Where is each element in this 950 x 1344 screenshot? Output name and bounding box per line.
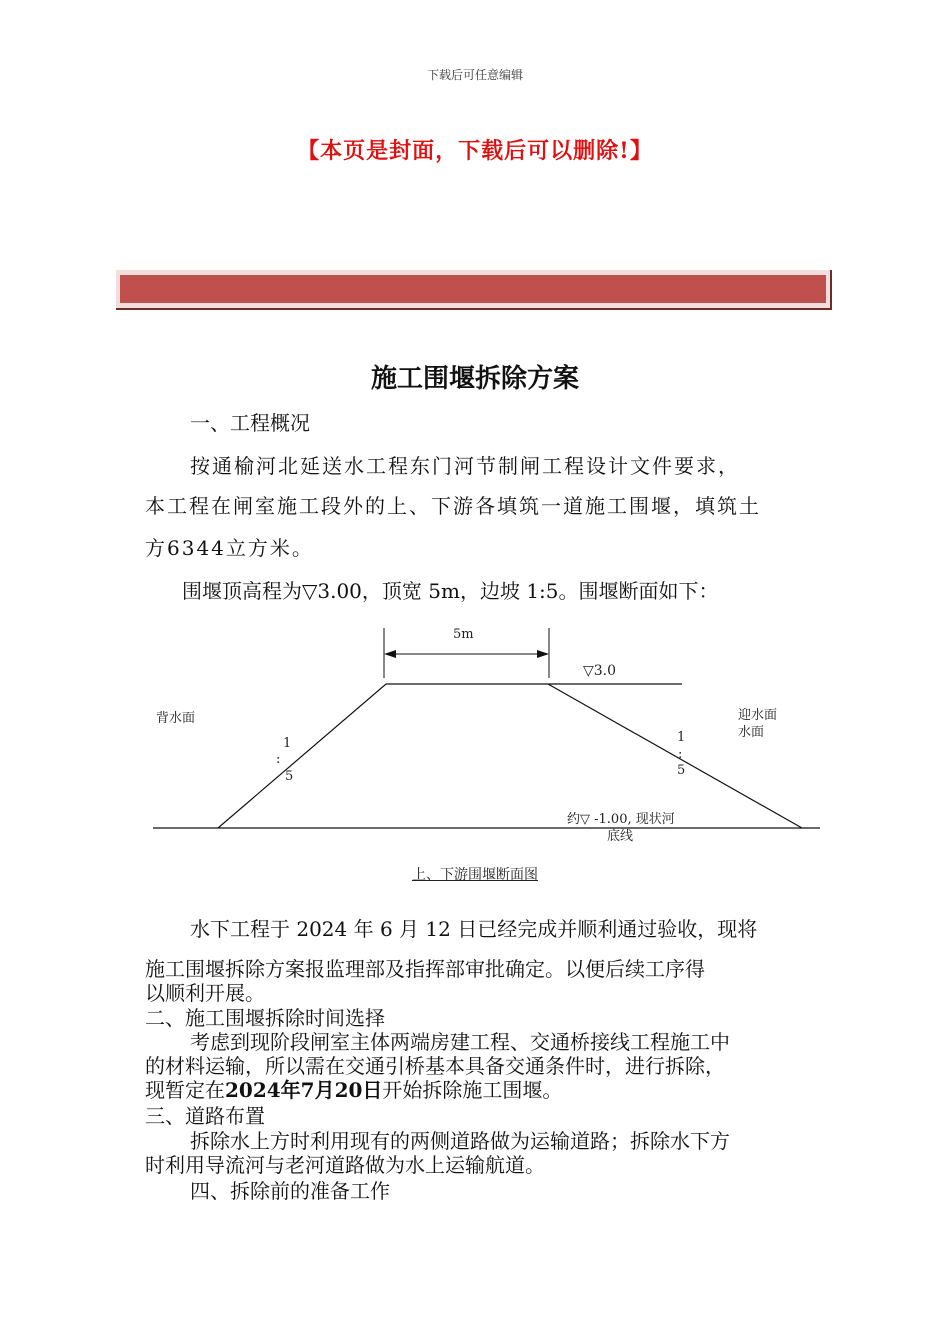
section-2-heading: 二、施工围堰拆除时间选择: [145, 1006, 385, 1030]
section-4-heading: 四、拆除前的准备工作: [190, 1179, 390, 1203]
dimension-arrow-left: [384, 650, 396, 658]
right-side-label-line-2: 水面: [738, 725, 765, 740]
top-elevation-label: ▽3.0: [583, 663, 617, 679]
section-1-paragraph-3-line-2: 施工围堰拆除方案报监理部及指挥部审批确定。以便后续工序得: [145, 957, 705, 981]
dimension-arrow-right: [537, 650, 549, 658]
section-1-paragraph-1-line-2: 本工程在闸室施工段外的上、下游各填筑一道施工围堰，填筑土: [145, 494, 761, 518]
section-1-paragraph-1-line-1: 按通榆河北延送水工程东门河节制闸工程设计文件要求，: [190, 454, 740, 478]
decorative-band: [116, 270, 832, 310]
decorative-band-fill: [120, 275, 826, 303]
right-side-label-line-1: 迎水面: [738, 708, 778, 723]
left-slope-line: [218, 684, 386, 828]
section-2-paragraph-line-2: 的材料运输，所以需在交通引桥基本具备交通条件时，进行拆除，: [145, 1054, 725, 1078]
diagram-caption: 上、下游围堰断面图: [412, 867, 538, 883]
section-1-heading: 一、工程概况: [190, 411, 310, 435]
section-3-paragraph-line-1: 拆除水上方时利用现有的两侧道路做为运输道路；拆除水下方: [190, 1129, 730, 1153]
section-1-paragraph-1-line-3: 方6344立方米。: [145, 536, 314, 560]
section-2-date-prefix: 现暂定在: [145, 1078, 225, 1102]
right-slope-ratio-colon: :: [678, 747, 683, 762]
section-2-start-date: 2024年7月20日: [225, 1078, 383, 1102]
document-title: 施工围堰拆除方案: [370, 364, 579, 394]
section-1-paragraph-2: 围堰顶高程为▽3.00，顶宽 5m，边坡 1:5。围堰断面如下：: [182, 579, 719, 603]
left-slope-ratio-top: 1: [283, 736, 292, 751]
left-slope-ratio-bottom: 5: [285, 769, 294, 784]
section-2-paragraph-line-1: 考虑到现阶段闸室主体两端房建工程、交通桥接线工程施工中: [190, 1030, 730, 1054]
right-slope-line: [548, 684, 802, 828]
cover-notice: 【本页是封面，下载后可以删除!】: [297, 138, 653, 164]
section-2-paragraph-line-3: [145, 1080, 562, 1100]
section-1-paragraph-3-line-3: 以顺利开展。: [145, 981, 265, 1005]
left-side-label: 背水面: [156, 711, 196, 726]
header-note: 下载后可任意编辑: [426, 68, 523, 82]
riverbed-label-line-1: 约▽ -1.00, 现状河: [567, 812, 675, 827]
section-1-paragraph-3-line-1: 水下工程于 2024 年 6 月 12 日已经完成并顺利通过验收，现将: [190, 917, 758, 941]
section-2-date-suffix: 开始拆除施工围堰。: [382, 1078, 563, 1102]
right-slope-ratio-top: 1: [677, 730, 686, 745]
section-3-paragraph-line-2: 时利用导流河与老河道路做为水上运输航道。: [145, 1153, 545, 1177]
left-slope-ratio-colon: :: [276, 752, 281, 767]
top-width-label: 5m: [453, 627, 474, 642]
riverbed-label-line-2: 底线: [607, 829, 634, 844]
cofferdam-cross-section-diagram: [140, 620, 830, 850]
right-slope-ratio-bottom: 5: [677, 763, 686, 778]
section-3-heading: 三、道路布置: [145, 1104, 265, 1128]
